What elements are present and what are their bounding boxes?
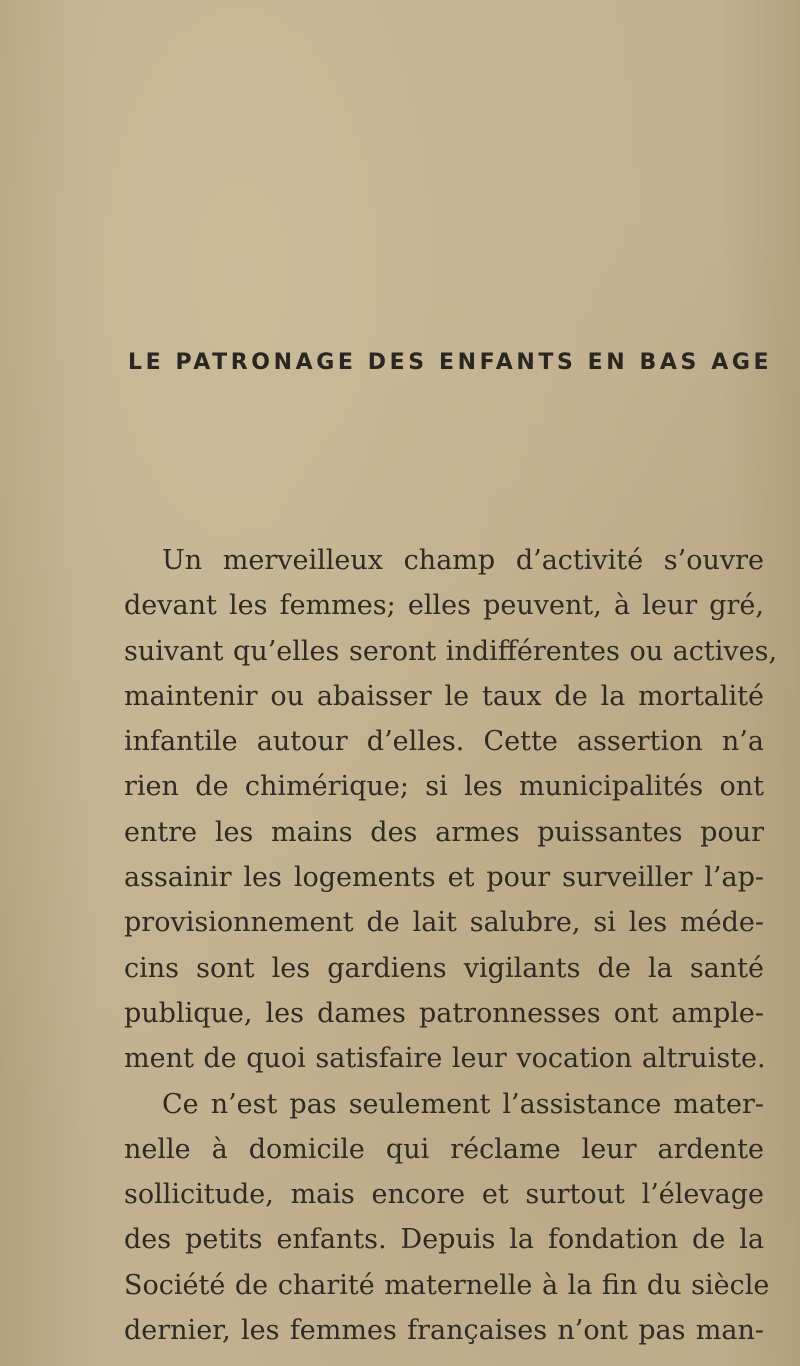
body-text bbox=[124, 538, 778, 1353]
text-line: infantile autour d’elles. Cette assertion n’a bbox=[124, 726, 764, 758]
text-line: entre les mains des armes puissantes pour bbox=[124, 816, 764, 848]
text-line: des petits enfants. Depuis la fondation de la bbox=[124, 1224, 764, 1256]
text-line: maintenir ou abaisser le taux de la mortalité bbox=[124, 680, 764, 712]
text-line: sollicitude, mais encore et surtout l’élevage bbox=[124, 1179, 764, 1211]
text-line: dernier, les femmes françaises n’ont pas man- bbox=[124, 1315, 764, 1347]
text-line: Ce n’est pas seulement l’assistance mater- bbox=[162, 1088, 764, 1120]
text-line: suivant qu’elles seront indifférentes ou actives, bbox=[124, 635, 778, 667]
text-line: nelle à domicile qui réclame leur ardente bbox=[124, 1133, 764, 1165]
text-line: publique, les dames patronnesses ont ample- bbox=[124, 997, 764, 1029]
text-line: cins sont les gardiens vigilants de la santé bbox=[124, 952, 764, 984]
text-line: rien de chimérique; si les municipalités ont bbox=[124, 771, 764, 803]
text-line: Un merveilleux champ d’activité s’ouvre bbox=[162, 545, 764, 576]
chapter-heading: LE PATRONAGE DES ENFANTS EN BAS AGE bbox=[128, 350, 773, 375]
text-line: provisionnement de lait salubre, si les méde- bbox=[124, 907, 764, 939]
text-line: assainir les logements et pour surveiller l’ap- bbox=[124, 862, 764, 894]
text-line: devant les femmes; elles peuvent, à leur gré, bbox=[124, 590, 764, 622]
text-line: Société de charité maternelle à la fin du siècle bbox=[124, 1269, 770, 1301]
text-line: ment de quoi satisfaire leur vocation altruiste. bbox=[124, 1043, 766, 1075]
